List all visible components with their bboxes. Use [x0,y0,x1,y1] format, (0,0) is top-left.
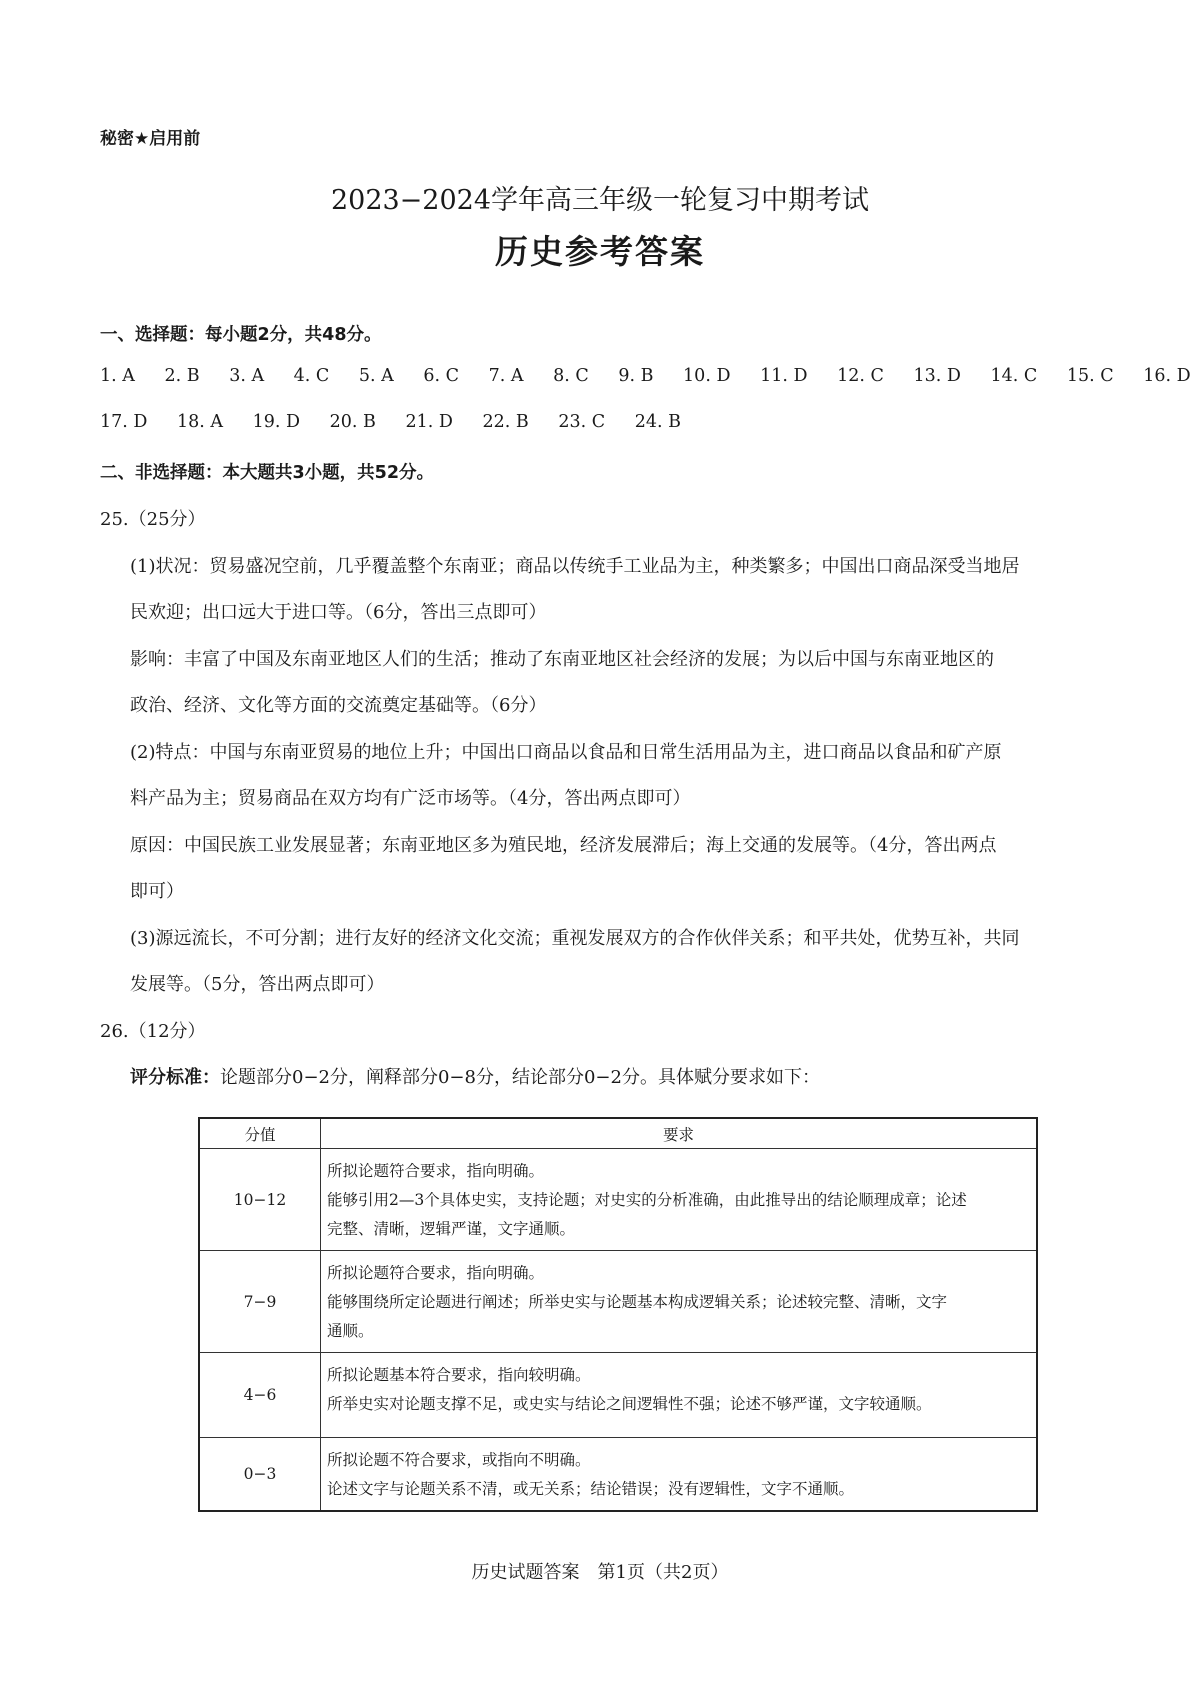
q25-answer-line: (1)状况：贸易盛况空前，几乎覆盖整个东南亚；商品以传统手工业品为主，种类繁多；中国出口商品深受当地居 [130,556,1020,577]
q25-answer-line: 原因：中国民族工业发展显著；东南亚地区多为殖民地，经济发展滞后；海上交通的发展等。（4分，答出两点 [130,835,997,856]
mc-answer: 11. D [760,366,808,386]
mc-answer: 12. C [837,366,884,386]
mc-answer: 6. C [423,366,460,386]
q25-answer-line: (2)特点：中国与东南亚贸易的地位上升；中国出口商品以食品和日常生活用品为主，进口商品以食品和矿产原 [130,742,1002,763]
mc-answer: 18. A [177,412,224,432]
requirement-line: 通顺。 [327,1322,374,1340]
requirement-cell [321,1251,1038,1353]
requirement-line: 所拟论题基本符合要求，指向较明确。 [327,1366,591,1384]
table-row [199,1438,1037,1512]
q25-answer-line: 政治、经济、文化等方面的交流奠定基础等。（6分） [130,695,547,716]
mc-answer: 15. C [1066,366,1114,386]
table-row [199,1353,1037,1438]
section1-heading: 一、选择题：每小题2分，共48分。 [100,325,382,345]
grading-criteria [130,1063,820,1089]
table-row [199,1251,1037,1353]
q25-answer-line: 民欢迎；出口远大于进口等。（6分，答出三点即可） [130,602,547,623]
q25-answer-line: 发展等。（5分，答出两点即可） [130,974,385,995]
mc-answers-row-1 [100,366,1200,386]
requirement-line: 能够引用2—3个具体史实，支持论题；对史实的分析准确，由此推导出的结论顺理成章；论述 [327,1191,967,1209]
column-header-requirement: 要求 [321,1118,1038,1149]
q25-answer-line: (3)源远流长，不可分割；进行友好的经济文化交流；重视发展双方的合作伙伴关系；和平共处，优势互补，共同 [130,928,1020,949]
q25-answer-line: 即可） [130,881,184,902]
mc-answer: 13. D [913,366,961,386]
question-25-label: 25.（25分） [100,509,206,530]
mc-answer: 23. C [558,412,606,432]
mc-answer: 17. D [100,412,148,432]
mc-answer: 21. D [405,412,453,432]
grading-criteria-label: 评分标准： [130,1067,220,1088]
score-range: 7−9 [199,1251,321,1353]
mc-answer: 10. D [683,366,731,386]
q25-answer-line: 影响：丰富了中国及东南亚地区人们的生活；推动了东南亚地区社会经济的发展；为以后中国与东南亚地区的 [130,649,994,670]
page-footer: 历史试题答案 第1页（共2页） [471,1562,729,1583]
mc-answer: 1. A [100,366,135,386]
table-header-row [199,1118,1037,1149]
table-row [199,1149,1037,1251]
section2-heading: 二、非选择题：本大题共3小题，共52分。 [100,463,435,483]
mc-answer: 20. B [329,412,376,432]
mc-answer: 19. D [252,412,301,432]
requirement-line: 所拟论题不符合要求，或指向不明确。 [327,1451,591,1469]
q25-answer-line: 料产品为主；贸易商品在双方均有广泛市场等。（4分，答出两点即可） [130,788,691,809]
exam-title: 2023−2024学年高三年级一轮复习中期考试 [330,185,870,216]
mc-answer: 22. B [482,412,529,432]
mc-answers-row-2 [100,412,705,432]
requirement-cell [321,1149,1038,1251]
requirement-cell [321,1353,1038,1438]
mc-answer: 14. C [990,366,1038,386]
document-title: 历史参考答案 [495,232,705,271]
requirement-cell [321,1438,1038,1512]
column-header-score: 分值 [199,1118,321,1149]
requirement-line: 所拟论题符合要求，指向明确。 [327,1162,545,1180]
requirement-line: 完整、清晰，逻辑严谨，文字通顺。 [327,1220,576,1238]
mc-answer: 24. B [634,412,681,432]
mc-answer: 9. B [618,366,654,386]
requirement-line: 所拟论题符合要求，指向明确。 [327,1264,545,1282]
mc-answer: 2. B [164,366,200,386]
grading-criteria-text: 论题部分0−2分，阐释部分0−8分，结论部分0−2分。具体赋分要求如下： [220,1067,820,1088]
score-range: 0−3 [199,1438,321,1512]
requirement-line: 能够围绕所定论题进行阐述；所举史实与论题基本构成逻辑关系；论述较完整、清晰，文字 [327,1293,948,1311]
requirement-line: 所举史实对论题支撑不足，或史实与结论之间逻辑性不强；论述不够严谨，文字较通顺。 [327,1395,932,1413]
mc-answer: 3. A [229,366,265,386]
mc-answer: 16. D [1143,366,1191,386]
grading-table [198,1117,1038,1512]
mc-answer: 7. A [488,366,524,386]
mc-answer: 4. C [293,366,330,386]
score-range: 4−6 [199,1353,321,1438]
requirement-line: 论述文字与论题关系不清，或无关系；结论错误；没有逻辑性，文字不通顺。 [327,1480,855,1498]
mc-answer: 8. C [553,366,589,386]
confidential-label: 秘密★启用前 [100,129,201,149]
question-26-label: 26.（12分） [100,1021,206,1042]
score-range: 10−12 [199,1149,321,1251]
mc-answer: 5. A [358,366,394,386]
